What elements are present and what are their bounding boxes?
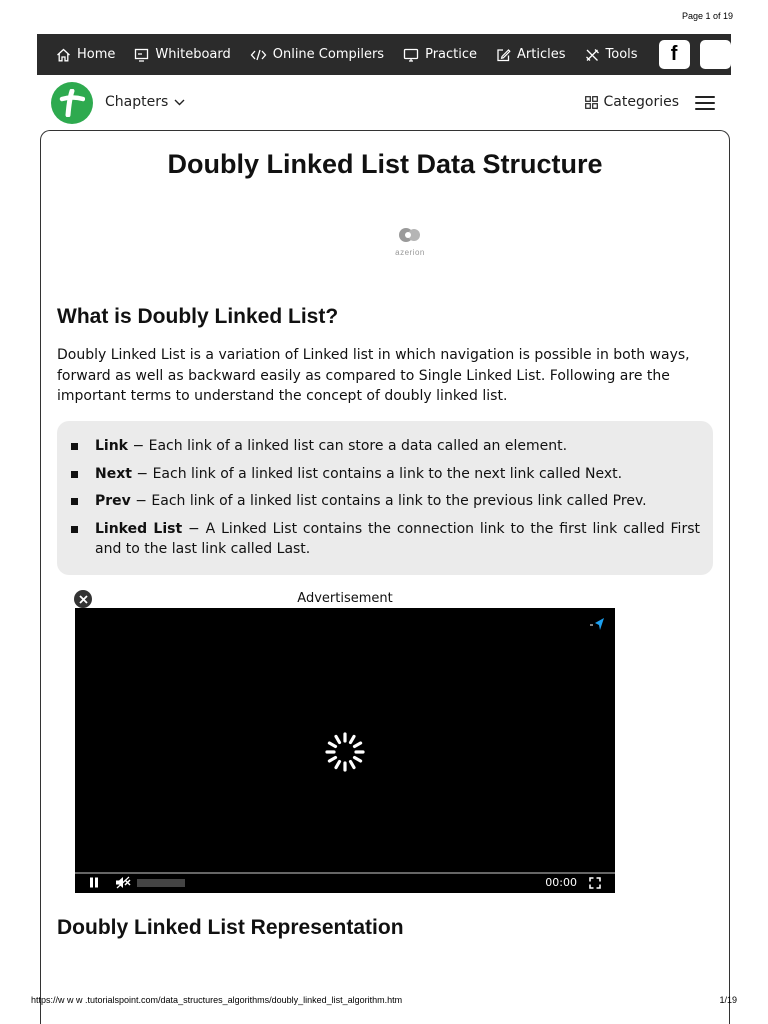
tutorialspoint-logo-icon bbox=[59, 89, 85, 117]
nav-whiteboard-label: Whiteboard bbox=[155, 47, 231, 62]
intro-paragraph: Doubly Linked List is a variation of Linked list in which navigation is possible in both ways, forward as well as backward easily as compared to Single Linked List. Following are the important terms to understand the concept of doubly linked list. bbox=[57, 347, 690, 404]
list-item bbox=[95, 436, 700, 456]
term-name: Prev bbox=[95, 493, 131, 509]
term-name: Next bbox=[95, 466, 132, 482]
chevron-down-icon bbox=[174, 99, 185, 106]
term-description: − Each link of a linked list contains a link to the next link called Next. bbox=[131, 466, 623, 482]
ad-video-player[interactable] bbox=[75, 608, 615, 893]
chapters-dropdown[interactable] bbox=[105, 94, 185, 110]
list-item bbox=[95, 464, 700, 484]
social-icon[interactable] bbox=[700, 40, 731, 69]
nav-home[interactable] bbox=[56, 47, 115, 62]
page-title: Doubly Linked List Data Structure bbox=[167, 149, 603, 179]
term-description: − A Linked List contains the connection link to the first link called First and to the last link called Last. bbox=[95, 521, 700, 557]
list-item bbox=[95, 519, 700, 559]
categories-button[interactable] bbox=[585, 94, 679, 110]
monitor-icon bbox=[403, 48, 419, 62]
nav-practice-label: Practice bbox=[425, 47, 478, 62]
top-navigation-bar bbox=[37, 34, 731, 75]
azerion-logo-icon bbox=[396, 226, 424, 244]
term-description: − Each link of a linked list contains a link to the previous link called Prev. bbox=[130, 493, 647, 509]
code-icon bbox=[250, 48, 267, 62]
term-name: Link bbox=[95, 438, 128, 454]
advertisement-label: Advertisement bbox=[297, 591, 393, 606]
grid-icon bbox=[585, 96, 598, 109]
section-heading-what-is: What is Doubly Linked List? bbox=[57, 305, 339, 328]
print-footer-page: 1/19 bbox=[719, 995, 737, 1005]
nav-tools[interactable] bbox=[585, 47, 638, 62]
nav-tools-label: Tools bbox=[605, 47, 638, 62]
section-heading-representation: Doubly Linked List Representation bbox=[57, 916, 404, 939]
categories-label: Categories bbox=[603, 94, 679, 110]
edit-icon bbox=[496, 48, 511, 62]
whiteboard-icon bbox=[134, 48, 149, 62]
ad-brand-logo bbox=[392, 226, 428, 257]
facebook-icon[interactable]: f bbox=[659, 40, 690, 69]
term-name: Linked List bbox=[95, 521, 183, 537]
mute-icon[interactable] bbox=[115, 876, 131, 889]
nav-whiteboard[interactable] bbox=[134, 47, 230, 62]
ad-info-icon[interactable] bbox=[589, 617, 605, 631]
volume-slider[interactable] bbox=[137, 879, 185, 887]
nav-online-compilers-label: Online Compilers bbox=[272, 47, 385, 62]
nav-articles-label: Articles bbox=[517, 47, 566, 62]
tools-icon bbox=[585, 48, 600, 62]
nav-articles[interactable] bbox=[496, 47, 565, 62]
nav-home-label: Home bbox=[77, 47, 116, 62]
fullscreen-icon[interactable] bbox=[589, 877, 601, 889]
sub-header bbox=[37, 80, 731, 125]
terms-list bbox=[57, 421, 713, 575]
video-progress-bar[interactable] bbox=[75, 872, 615, 874]
nav-online-compilers[interactable] bbox=[250, 47, 384, 62]
pause-icon[interactable] bbox=[89, 877, 99, 888]
close-ad-button[interactable] bbox=[74, 590, 92, 608]
close-icon bbox=[79, 595, 88, 604]
loading-spinner-icon bbox=[324, 731, 366, 773]
list-item bbox=[95, 491, 700, 511]
home-icon bbox=[56, 48, 71, 62]
chapters-label: Chapters bbox=[105, 94, 169, 110]
print-footer-url: https://w w w .tutorialspoint.com/data_structures_algorithms/doubly_linked_list_algorithm.htm bbox=[31, 995, 403, 1005]
hamburger-menu-icon[interactable] bbox=[695, 96, 715, 110]
print-page-indicator: Page 1 of 19 bbox=[681, 11, 733, 21]
ad-brand-text: azerion bbox=[395, 248, 425, 257]
term-description: − Each link of a linked list can store a data called an element. bbox=[128, 438, 568, 454]
social-links bbox=[659, 40, 731, 69]
video-timestamp: 00:00 bbox=[545, 876, 577, 889]
site-logo[interactable] bbox=[51, 82, 93, 124]
nav-practice[interactable] bbox=[403, 47, 477, 62]
